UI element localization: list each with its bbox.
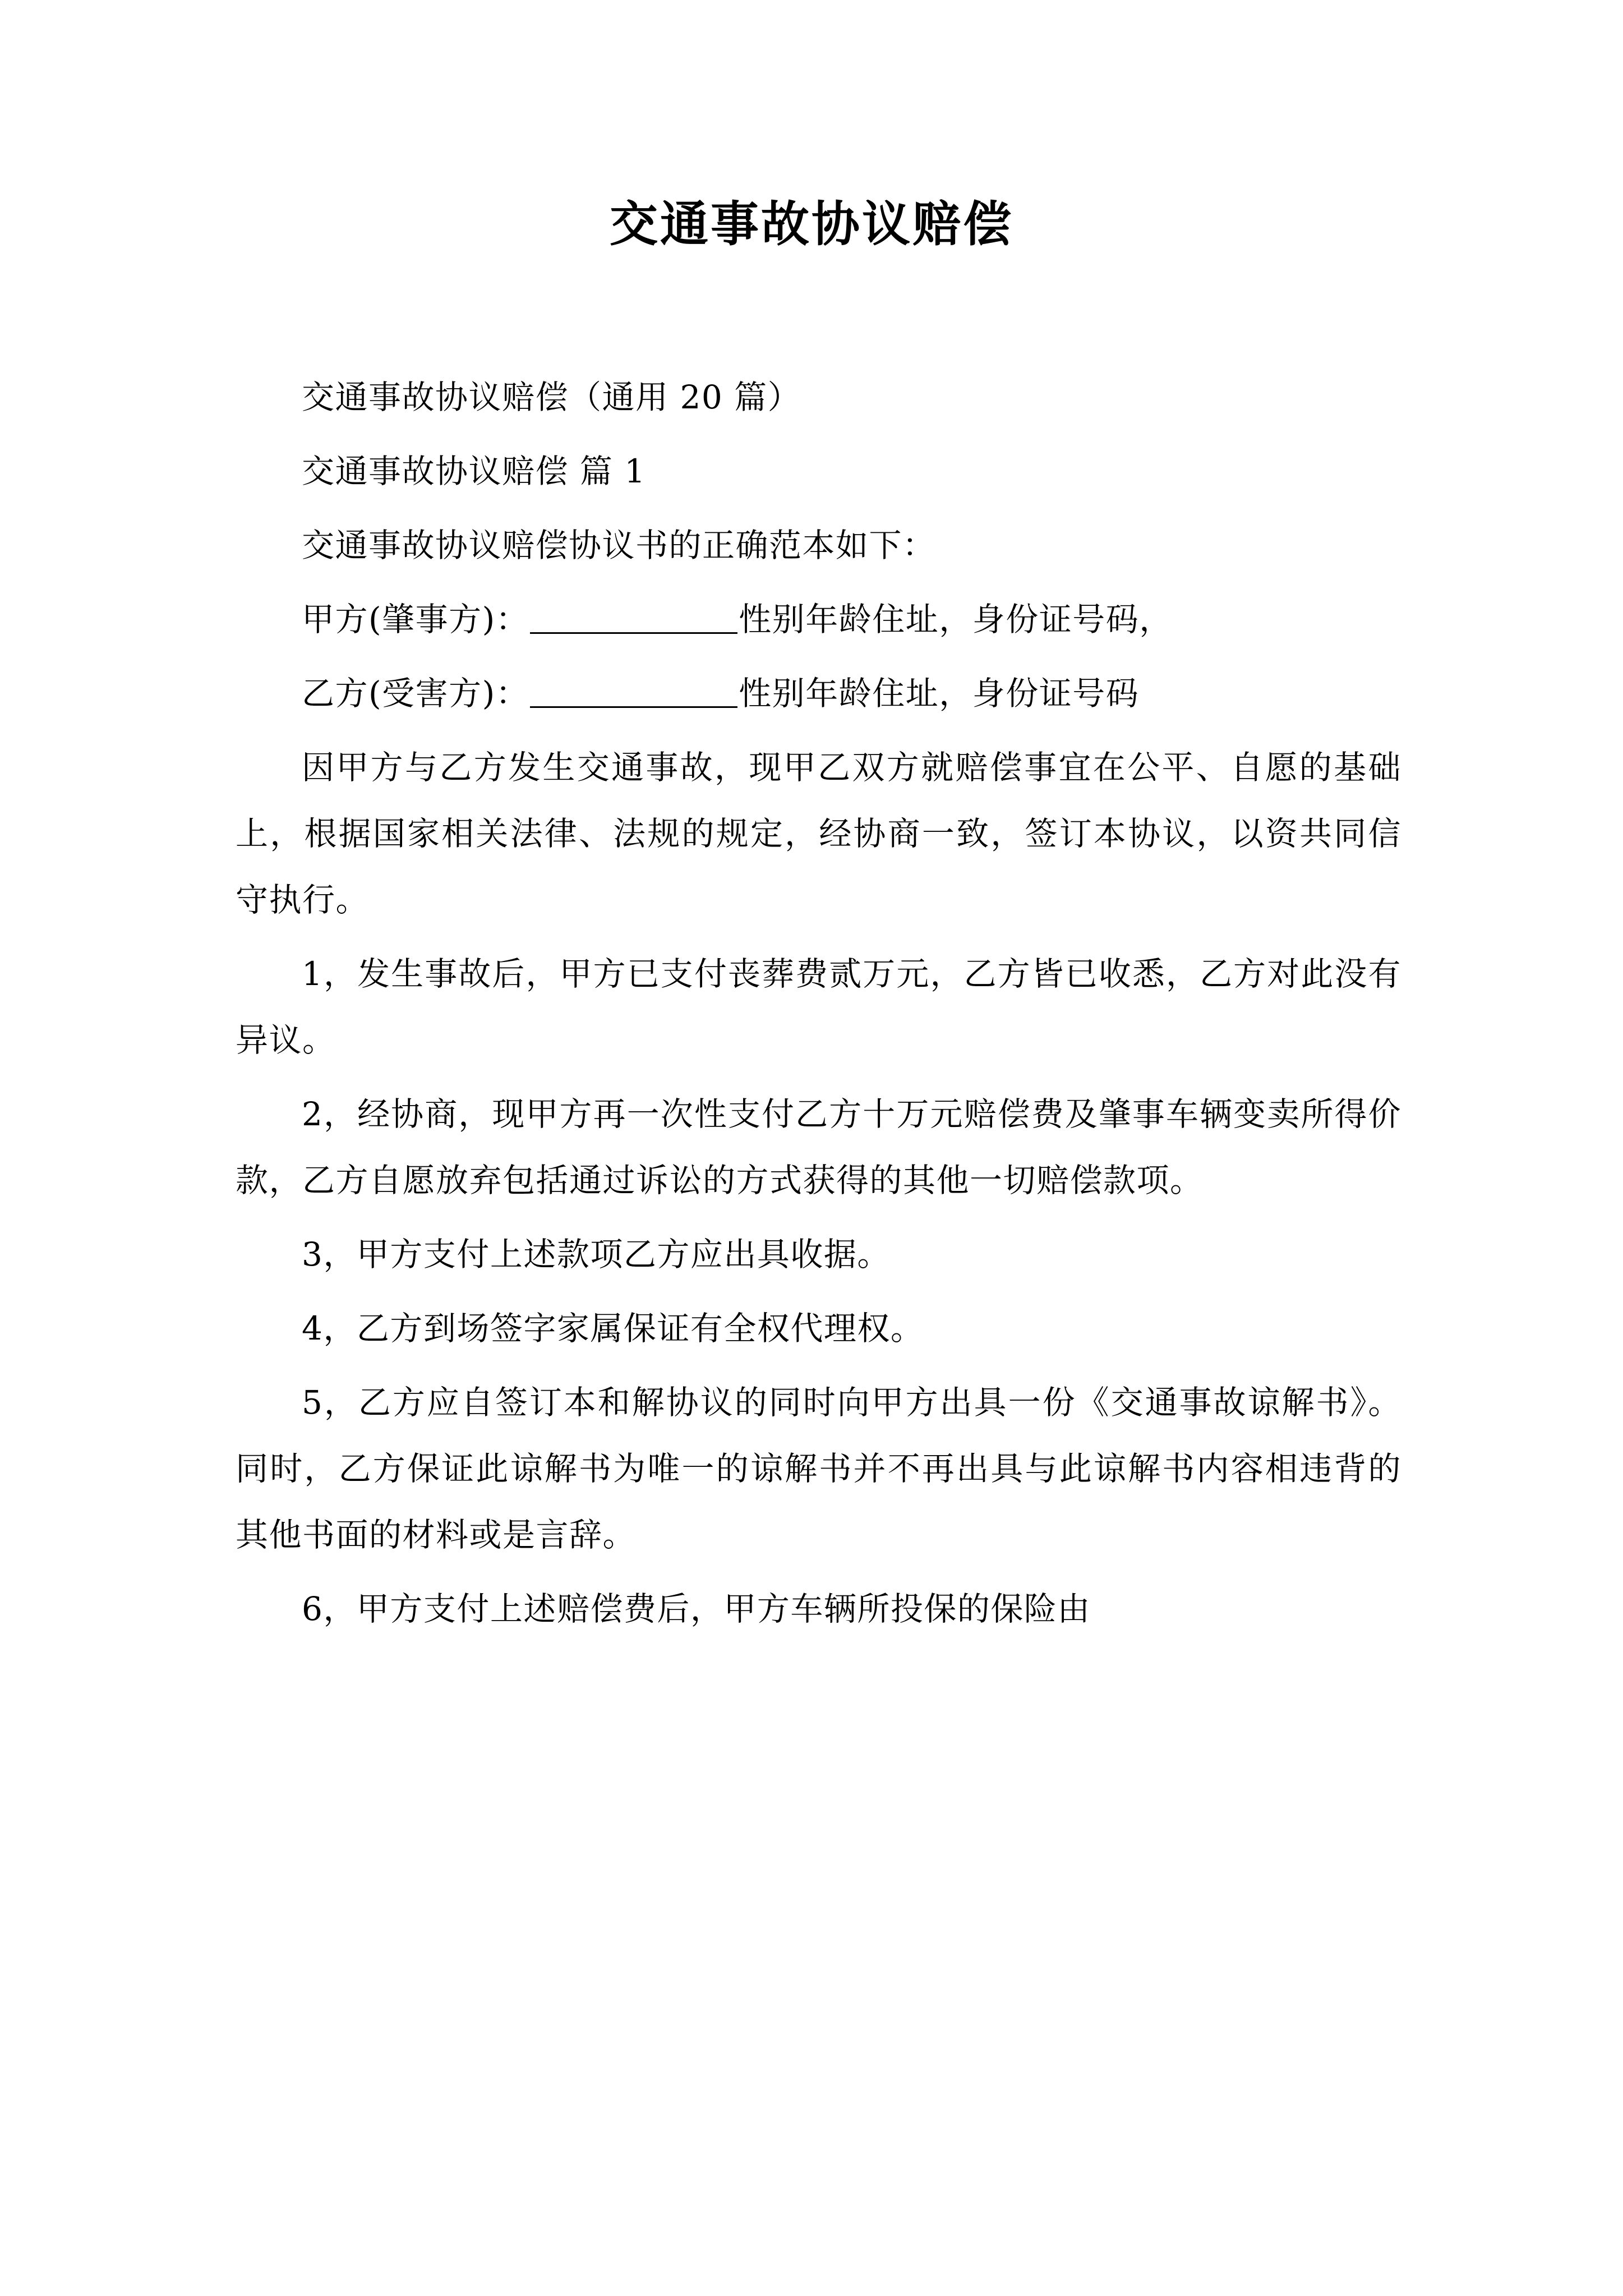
paragraph-clause-5: 5，乙方应自签订本和解协议的同时向甲方出具一份《交通事故谅解书》。同时，乙方保证此谅解书为唯一的谅解书并不再出具与此谅解书内容相违背的其他书面的材料或是言辞。	[236, 1383, 1401, 1554]
party-a-fields: 性别年龄住址，身份证号码，	[739, 600, 1173, 638]
paragraph-clause-1: 1，发生事故后，甲方已支付丧葬费贰万元，乙方皆已收悉，乙方对此没有异议。	[236, 955, 1401, 1059]
document-body	[0, 364, 1623, 1642]
paragraph-collection-line: 交通事故协议赔偿（通用 20 篇）	[302, 378, 801, 416]
party-b-fields: 性别年龄住址，身份证号码	[739, 674, 1140, 712]
paragraph-clause-3: 3，甲方支付上述款项乙方应出具收据。	[302, 1235, 891, 1273]
paragraph-lead-in: 交通事故协议赔偿协议书的正确范本如下：	[302, 526, 936, 564]
party-b-blank-field[interactable]	[530, 706, 737, 708]
party-b-label: 乙方(受害方)：	[302, 674, 529, 712]
paragraph-section-heading: 交通事故协议赔偿 篇 1	[302, 452, 646, 490]
paragraph-preamble: 因甲方与乙方发生交通事故，现甲乙双方就赔偿事宜在公平、自愿的基础上，根据国家相关法律、法规的规定，经协商一致，签订本协议，以资共同信守执行。	[236, 748, 1401, 919]
paragraph-party-b	[236, 660, 1401, 726]
paragraph-clause-4: 4，乙方到场签字家属保证有全权代理权。	[302, 1309, 924, 1347]
party-a-blank-field[interactable]	[530, 632, 737, 634]
paragraph-clause-2: 2，经协商，现甲方再一次性支付乙方十万元赔偿费及肇事车辆变卖所得价款，乙方自愿放弃包括通过诉讼的方式获得的其他一切赔偿款项。	[236, 1095, 1401, 1199]
paragraph-clause-6: 6，甲方支付上述赔偿费后，甲方车辆所投保的保险由	[302, 1590, 1091, 1628]
paragraph-party-a	[236, 586, 1401, 652]
page-title: 交通事故协议赔偿	[610, 196, 1013, 252]
party-a-label: 甲方(肇事方)：	[302, 600, 529, 638]
